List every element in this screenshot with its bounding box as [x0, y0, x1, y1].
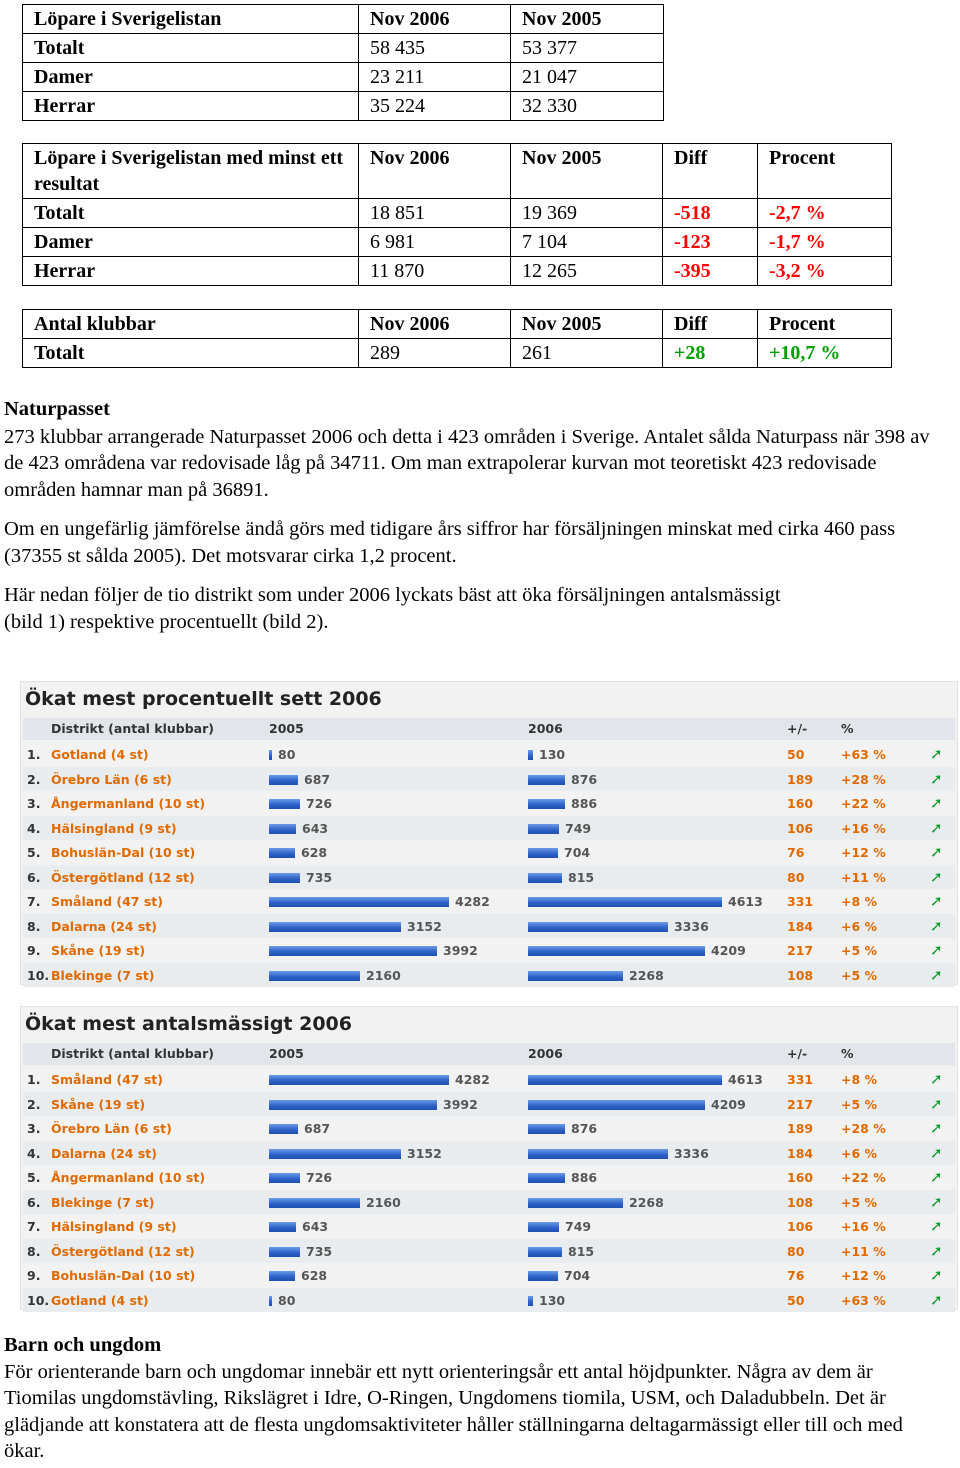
bar-2005	[269, 1247, 300, 1257]
bar-value-label: 687	[304, 1121, 331, 1136]
bar-2006	[528, 1100, 705, 1110]
percent-value: +28 %	[841, 771, 886, 787]
bar-2006	[528, 922, 668, 932]
table-row	[23, 63, 664, 92]
rank-label: 1.	[27, 1072, 41, 1087]
bar-2006	[528, 799, 565, 809]
bar-2005	[269, 775, 298, 785]
column-header: 2006	[528, 721, 563, 736]
bar-value-label: 3992	[443, 1096, 478, 1112]
rank-label: 6.	[27, 869, 41, 885]
rank-label: 6.	[27, 1194, 41, 1210]
bar-value-label: 2268	[629, 967, 664, 983]
diff-value: 184	[787, 918, 814, 934]
bar-value-label: 4613	[728, 1072, 763, 1087]
bar-value-label: 643	[302, 1219, 329, 1234]
chart-percent-increase	[20, 681, 958, 985]
district-label: Bohuslän-Dal (10 st)	[51, 1268, 196, 1283]
table-header-cell: Löpare i Sverigelistan	[23, 5, 359, 34]
rank-label: 4.	[27, 820, 41, 836]
bar-value-label: 735	[306, 1243, 333, 1259]
district-label: Örebro Län (6 st)	[51, 771, 172, 787]
rank-label: 3.	[27, 1121, 41, 1136]
green-up-arrow-icon: ➚	[930, 1241, 943, 1260]
bar-2006	[528, 873, 562, 883]
diff-value: 189	[787, 771, 814, 787]
chart-row	[23, 1263, 955, 1288]
district-label: Blekinge (7 st)	[51, 967, 155, 983]
table-cell: 23 211	[359, 63, 511, 92]
bar-value-label: 687	[304, 771, 331, 787]
table-header-row	[23, 5, 664, 34]
table-row	[23, 34, 664, 63]
bar-2006	[528, 750, 533, 760]
rank-label: 4.	[27, 1145, 41, 1161]
table-cell: 6 981	[359, 228, 511, 257]
table-cell: -2,7 %	[758, 199, 892, 228]
bar-2005	[269, 1075, 449, 1085]
diff-value: 76	[787, 1268, 805, 1283]
chart-title: Ökat mest antalsmässigt 2006	[25, 1013, 352, 1035]
diff-value: 76	[787, 845, 805, 860]
green-up-arrow-icon: ➚	[930, 1266, 943, 1284]
bar-2006	[528, 1173, 565, 1183]
chart-row	[23, 1092, 955, 1117]
percent-value: +5 %	[841, 1096, 878, 1112]
green-up-arrow-icon: ➚	[930, 965, 943, 984]
chart-title: Ökat mest procentuellt sett 2006	[25, 688, 382, 710]
green-up-arrow-icon: ➚	[930, 1143, 943, 1162]
district-label: Östergötland (12 st)	[51, 1243, 195, 1259]
table-cell: Herrar	[23, 92, 359, 121]
paragraph: 273 klubbar arrangerade Naturpasset 2006 och detta i 423 områden i Sverige. Antalet sålda Naturpass när 398 av de 423 områdena var redovisade låg på 34711. Om man extrapolerar kurvan mot teoretiskt 423 redovisade områden hamnar man på 36891.	[4, 425, 930, 501]
bar-2005	[269, 897, 449, 907]
green-up-arrow-icon: ➚	[930, 794, 943, 812]
green-up-arrow-icon: ➚	[930, 941, 943, 959]
table-cell: 32 330	[511, 92, 664, 121]
bar-value-label: 704	[564, 1268, 591, 1283]
table-cell: 12 265	[511, 257, 663, 286]
bar-value-label: 130	[539, 747, 566, 762]
chart-row	[23, 767, 955, 792]
table-header-cell: Nov 2005	[511, 5, 664, 34]
green-up-arrow-icon: ➚	[930, 843, 943, 861]
table-cell: -1,7 %	[758, 228, 892, 257]
column-header: 2005	[269, 721, 304, 736]
percent-value: +8 %	[841, 894, 878, 909]
percent-value: +22 %	[841, 796, 886, 811]
table-cell: +28	[663, 339, 758, 368]
rank-label: 10.	[27, 1292, 50, 1308]
bar-value-label: 2160	[366, 967, 401, 983]
green-up-arrow-icon: ➚	[930, 1192, 943, 1211]
percent-value: +12 %	[841, 1268, 886, 1283]
percent-value: +63 %	[841, 1292, 886, 1308]
diff-value: 106	[787, 1219, 814, 1234]
percent-value: +5 %	[841, 967, 878, 983]
table-cell: 7 104	[511, 228, 663, 257]
chart-row	[23, 1067, 955, 1092]
green-up-arrow-icon: ➚	[930, 1290, 943, 1309]
bar-2006	[528, 1149, 668, 1159]
diff-value: 108	[787, 967, 814, 983]
rank-label: 1.	[27, 747, 41, 762]
green-up-arrow-icon: ➚	[930, 867, 943, 886]
bar-2006	[528, 1222, 559, 1232]
table-header-cell: Diff	[663, 144, 758, 199]
table-header-row	[23, 144, 892, 199]
bar-value-label: 735	[306, 869, 333, 885]
district-label: Östergötland (12 st)	[51, 869, 195, 885]
green-up-arrow-icon: ➚	[930, 916, 943, 935]
table-header-cell: Nov 2005	[511, 144, 663, 199]
column-header: %	[841, 1046, 854, 1061]
bar-value-label: 876	[571, 1121, 598, 1136]
bar-value-label: 4209	[711, 943, 746, 958]
table-header-cell: Nov 2006	[359, 310, 511, 339]
bar-value-label: 3152	[407, 1145, 442, 1161]
district-label: Blekinge (7 st)	[51, 1194, 155, 1210]
table-cell: +10,7 %	[758, 339, 892, 368]
diff-value: 189	[787, 1121, 814, 1136]
rank-label: 7.	[27, 894, 41, 909]
table-cell: 18 851	[359, 199, 511, 228]
rank-label: 2.	[27, 771, 41, 787]
table-cell: 261	[511, 339, 663, 368]
bar-value-label: 726	[306, 796, 333, 811]
bar-value-label: 3152	[407, 918, 442, 934]
district-label: Småland (47 st)	[51, 894, 163, 909]
section-heading: Barn och ungdom	[4, 1334, 162, 1356]
percent-value: +22 %	[841, 1170, 886, 1185]
district-label: Småland (47 st)	[51, 1072, 163, 1087]
bar-2005	[269, 848, 295, 858]
bar-2006	[528, 1247, 562, 1257]
bar-2005	[269, 1222, 296, 1232]
paragraph: Om en ungefärlig jämförelse ändå görs med tidigare års siffror har försäljningen minskat med cirka 460 pass (37355 st sålda 2005). Det motsvarar cirka 1,2 procent.	[4, 518, 896, 567]
chart-row	[23, 742, 955, 767]
bar-2006	[528, 1296, 533, 1306]
rank-label: 7.	[27, 1219, 41, 1234]
column-header: Distrikt (antal klubbar)	[51, 1046, 214, 1061]
district-label: Dalarna (24 st)	[51, 1145, 157, 1161]
chart-row	[23, 1239, 955, 1264]
column-header: 2005	[269, 1046, 304, 1061]
bar-2005	[269, 1124, 298, 1134]
percent-value: +16 %	[841, 1219, 886, 1234]
bar-2005	[269, 971, 360, 981]
bar-value-label: 130	[539, 1292, 566, 1308]
chart-row	[23, 938, 955, 963]
rank-label: 9.	[27, 1268, 41, 1283]
percent-value: +8 %	[841, 1072, 878, 1087]
percent-value: +6 %	[841, 1145, 878, 1161]
table-row	[23, 339, 892, 368]
bar-value-label: 749	[565, 820, 592, 836]
table-header-cell: Nov 2006	[359, 5, 511, 34]
clubs-table	[22, 309, 892, 368]
bar-value-label: 628	[301, 1268, 328, 1283]
bar-2005	[269, 1296, 272, 1306]
table-header-cell: Procent	[758, 144, 892, 199]
chart-row	[23, 865, 955, 890]
table-row	[23, 199, 892, 228]
chart-row	[23, 1190, 955, 1215]
diff-value: 160	[787, 796, 814, 811]
table-cell: Damer	[23, 228, 359, 257]
district-label: Ångermanland (10 st)	[51, 796, 206, 811]
table-cell: 53 377	[511, 34, 664, 63]
column-header: 2006	[528, 1046, 563, 1061]
rank-label: 5.	[27, 845, 41, 860]
chart-row	[23, 1288, 955, 1313]
table-header-cell: Löpare i Sverigelistan med minst ett resultat	[23, 144, 359, 199]
rank-label: 5.	[27, 1170, 41, 1185]
district-label: Gotland (4 st)	[51, 1292, 149, 1308]
runners-table	[22, 4, 664, 121]
rank-label: 9.	[27, 943, 41, 958]
bar-value-label: 749	[565, 1219, 592, 1234]
green-up-arrow-icon: ➚	[930, 1094, 943, 1113]
green-up-arrow-icon: ➚	[930, 818, 943, 837]
table-header-row	[23, 310, 892, 339]
bar-2005	[269, 1198, 360, 1208]
bar-2005	[269, 799, 300, 809]
chart-row	[23, 816, 955, 841]
table-header-cell: Diff	[663, 310, 758, 339]
percent-value: +63 %	[841, 747, 886, 762]
diff-value: 108	[787, 1194, 814, 1210]
bar-value-label: 886	[571, 1170, 598, 1185]
bar-2006	[528, 775, 565, 785]
percent-value: +5 %	[841, 943, 878, 958]
district-label: Skåne (19 st)	[51, 1096, 146, 1112]
rank-label: 2.	[27, 1096, 41, 1112]
chart-row	[23, 914, 955, 939]
table-cell: 289	[359, 339, 511, 368]
district-label: Hälsingland (9 st)	[51, 820, 177, 836]
bar-value-label: 643	[302, 820, 329, 836]
table-header-cell: Antal klubbar	[23, 310, 359, 339]
green-up-arrow-icon: ➚	[930, 769, 943, 788]
diff-value: 80	[787, 869, 805, 885]
table-header-cell: Nov 2006	[359, 144, 511, 199]
percent-value: +11 %	[841, 1243, 886, 1259]
percent-value: +11 %	[841, 869, 886, 885]
district-label: Bohuslän-Dal (10 st)	[51, 845, 196, 860]
green-up-arrow-icon: ➚	[930, 1070, 943, 1088]
column-header: +/-	[787, 1046, 808, 1061]
bar-2005	[269, 750, 272, 760]
diff-value: 160	[787, 1170, 814, 1185]
chart-header-row	[23, 718, 955, 740]
bar-value-label: 876	[571, 771, 598, 787]
diff-value: 331	[787, 1072, 814, 1087]
table-cell: Totalt	[23, 199, 359, 228]
diff-value: 331	[787, 894, 814, 909]
bar-2006	[528, 1075, 722, 1085]
chart-row	[23, 1116, 955, 1141]
table-cell: 11 870	[359, 257, 511, 286]
chart-row	[23, 1214, 955, 1239]
runners-with-result-table	[22, 143, 892, 286]
bar-value-label: 2160	[366, 1194, 401, 1210]
table-cell: 58 435	[359, 34, 511, 63]
green-up-arrow-icon: ➚	[930, 1119, 943, 1137]
table-cell: -3,2 %	[758, 257, 892, 286]
table-cell: 21 047	[511, 63, 664, 92]
diff-value: 50	[787, 747, 805, 762]
district-label: Hälsingland (9 st)	[51, 1219, 177, 1234]
chart-row	[23, 1165, 955, 1190]
bar-2006	[528, 1198, 623, 1208]
diff-value: 217	[787, 943, 814, 958]
green-up-arrow-icon: ➚	[930, 1168, 943, 1186]
bar-2006	[528, 946, 705, 956]
naturpasset-section	[4, 396, 944, 635]
bar-2005	[269, 1173, 300, 1183]
bar-value-label: 3336	[674, 918, 709, 934]
column-header: +/-	[787, 721, 808, 736]
bar-2005	[269, 946, 437, 956]
table-cell: 35 224	[359, 92, 511, 121]
column-header: %	[841, 721, 854, 736]
column-header: Distrikt (antal klubbar)	[51, 721, 214, 736]
rank-label: 8.	[27, 1243, 41, 1259]
bar-2005	[269, 1271, 295, 1281]
diff-value: 50	[787, 1292, 805, 1308]
paragraph: För orienterande barn och ungdomar innebär ett nytt orienteringsår ett antal höjdpunkter. Några av dem är Tiomilas ungdomstävling, Rikslägret i Idre, O-Ringen, Ungdomens tiomila, USM, och Daladubbeln. Det är glädjande att konstatera att de flesta ungdomsaktiviteter håller ställningarna deltagarmässigt eller till och med ökar.	[4, 1360, 903, 1462]
bar-2005	[269, 922, 401, 932]
rank-label: 3.	[27, 796, 41, 811]
diff-value: 80	[787, 1243, 805, 1259]
bar-2006	[528, 824, 559, 834]
table-row	[23, 257, 892, 286]
percent-value: +16 %	[841, 820, 886, 836]
district-label: Örebro Län (6 st)	[51, 1121, 172, 1136]
table-cell: -395	[663, 257, 758, 286]
bar-value-label: 80	[278, 1292, 296, 1308]
paragraph: Här nedan följer de tio distrikt som under 2006 lyckats bäst att öka försäljningen antalsmässigt (bild 1) respektive procentuellt (bild 2).	[4, 584, 781, 633]
percent-value: +28 %	[841, 1121, 886, 1136]
bar-value-label: 726	[306, 1170, 333, 1185]
bar-value-label: 704	[564, 845, 591, 860]
bar-2005	[269, 1149, 401, 1159]
diff-value: 217	[787, 1096, 814, 1112]
district-label: Dalarna (24 st)	[51, 918, 157, 934]
percent-value: +5 %	[841, 1194, 878, 1210]
table-header-cell: Procent	[758, 310, 892, 339]
table-row	[23, 228, 892, 257]
table-cell: Totalt	[23, 34, 359, 63]
bar-value-label: 4282	[455, 894, 490, 909]
green-up-arrow-icon: ➚	[930, 745, 943, 763]
bar-2006	[528, 1271, 558, 1281]
chart-row	[23, 791, 955, 816]
bar-value-label: 3336	[674, 1145, 709, 1161]
bar-value-label: 4613	[728, 894, 763, 909]
bar-2006	[528, 1124, 565, 1134]
district-label: Ångermanland (10 st)	[51, 1170, 206, 1185]
green-up-arrow-icon: ➚	[930, 1217, 943, 1235]
table-cell: -123	[663, 228, 758, 257]
table-row	[23, 92, 664, 121]
district-label: Skåne (19 st)	[51, 943, 146, 958]
chart-row	[23, 840, 955, 865]
table-cell: 19 369	[511, 199, 663, 228]
table-cell: Damer	[23, 63, 359, 92]
rank-label: 8.	[27, 918, 41, 934]
rank-label: 10.	[27, 967, 50, 983]
bar-value-label: 4209	[711, 1096, 746, 1112]
bar-value-label: 628	[301, 845, 328, 860]
table-cell: Herrar	[23, 257, 359, 286]
district-label: Gotland (4 st)	[51, 747, 149, 762]
bar-value-label: 3992	[443, 943, 478, 958]
bar-2005	[269, 873, 300, 883]
section-heading: Naturpasset	[4, 398, 110, 420]
diff-value: 106	[787, 820, 814, 836]
chart-header-row	[23, 1043, 955, 1065]
percent-value: +6 %	[841, 918, 878, 934]
green-up-arrow-icon: ➚	[930, 892, 943, 910]
diff-value: 184	[787, 1145, 814, 1161]
table-cell: Totalt	[23, 339, 359, 368]
bar-2005	[269, 1100, 437, 1110]
bar-2006	[528, 848, 558, 858]
chart-row	[23, 1141, 955, 1166]
bar-2006	[528, 971, 623, 981]
bar-value-label: 80	[278, 747, 296, 762]
bar-2005	[269, 824, 296, 834]
chart-count-increase	[20, 1006, 958, 1310]
bar-value-label: 4282	[455, 1072, 490, 1087]
youth-section	[4, 1332, 939, 1465]
chart-row	[23, 889, 955, 914]
table-cell: -518	[663, 199, 758, 228]
bar-value-label: 2268	[629, 1194, 664, 1210]
percent-value: +12 %	[841, 845, 886, 860]
bar-value-label: 886	[571, 796, 598, 811]
bar-value-label: 815	[568, 869, 595, 885]
chart-row	[23, 963, 955, 988]
bar-value-label: 815	[568, 1243, 595, 1259]
table-header-cell: Nov 2005	[511, 310, 663, 339]
bar-2006	[528, 897, 722, 907]
